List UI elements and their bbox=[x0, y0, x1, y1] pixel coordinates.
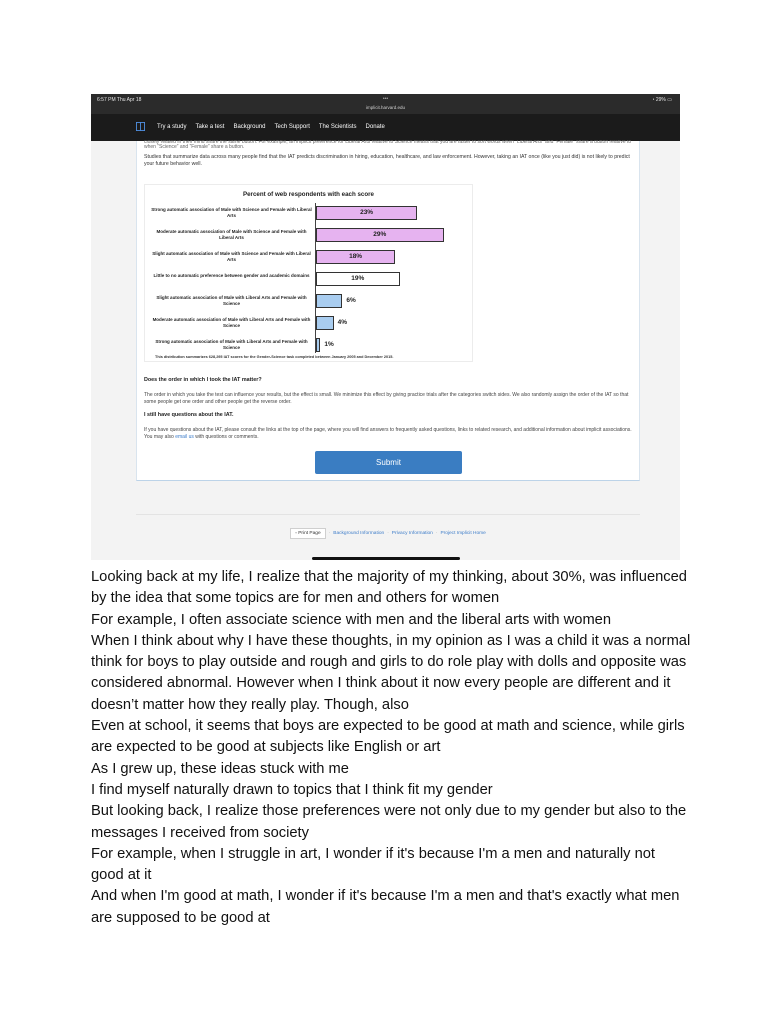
print-page-button[interactable] bbox=[290, 528, 325, 539]
essay-text bbox=[91, 567, 691, 929]
footer-divider bbox=[136, 514, 640, 515]
chart-bar bbox=[316, 294, 342, 308]
essay-paragraph: Even at school, it seems that boys are expected to be good at math and science, while girls are expected to be good at subjects like English or art bbox=[91, 718, 685, 756]
chart-value-label: 6% bbox=[346, 297, 356, 304]
essay-paragraph: Looking back at my life, I realize that the majority of my thinking, about 30%, was influenced by the idea that some topics are for men and others for women bbox=[91, 569, 687, 607]
nav-item-tech-support[interactable]: Tech Support bbox=[274, 124, 310, 130]
chart-category-label: Little to no automatic preference between gender and academic domains bbox=[153, 273, 310, 278]
footer-link-privacy[interactable]: Privacy Information bbox=[391, 531, 433, 536]
faq-question-more: I still have questions about the IAT. bbox=[144, 412, 234, 418]
nav-menu bbox=[157, 124, 385, 130]
faq-answer-more-end: with questions or comments. bbox=[193, 434, 259, 440]
essay-paragraph: For example, when I struggle in art, I wonder if it's because I'm a men and naturally not good at it bbox=[91, 845, 656, 884]
essay-paragraph: As I grew up, these ideas stuck with me bbox=[91, 760, 349, 777]
chart-title: Percent of web respondents with each score bbox=[242, 191, 374, 198]
essay-paragraph: And when I'm good at math, I wonder if it's because I'm a men and that's exactly what men are supposed to be good at bbox=[91, 888, 680, 926]
chart-note: This distribution summarizes 628,295 IAT scores for the Gender-Science task completed between January 2005 and December 2015. bbox=[155, 355, 394, 359]
chart-category-label: Slight automatic association of Male with Science and Female with Liberal Arts bbox=[152, 251, 311, 262]
tab-dots: ••• bbox=[382, 96, 389, 102]
address-bar[interactable]: implicit.harvard.edu bbox=[365, 105, 406, 110]
footer-separator: · bbox=[387, 531, 389, 536]
footer-link-home[interactable]: Project Implicit Home bbox=[440, 531, 486, 536]
footer-separator: · bbox=[328, 531, 331, 536]
faq-question-order: Does the order in which I took the IAT matter? bbox=[144, 377, 262, 383]
faq-answer-order: The order in which you take the test can influence your results, but the effect is small. We minimize this effect by giving practice trials after the categories switch sides. We also randomly assign the order of the IAT so that some people get one order and other people get the reverse order. bbox=[144, 392, 629, 405]
footer-link-background[interactable]: Background Information bbox=[333, 531, 385, 536]
essay-paragraph: When I think about why I have these thoughts, in my opinion as I was a child it was a normal think for boys to play outside and rough and girls to do role play with dolls and opposite was considered abnormal. However when I think about it now every people are different and it doesn’t matter how they really play. Though, also bbox=[91, 632, 691, 713]
home-indicator[interactable] bbox=[312, 557, 460, 560]
nav-item-try-a-study[interactable]: Try a study bbox=[157, 124, 187, 130]
chart-category-label: Strong automatic association of Male with Science and Female with Liberal Arts bbox=[151, 207, 312, 218]
nav-item-donate[interactable]: Donate bbox=[365, 124, 385, 130]
battery-indicator bbox=[651, 97, 672, 103]
chart-category-label: Strong automatic association of Male with Liberal Arts and Female with Science bbox=[155, 339, 308, 350]
chart-value-label: 1% bbox=[324, 341, 334, 348]
cut-off-paragraph: closely related in their mind share the same button. For example, an implicit preference for Liberal Arts relative to Science means that you are faster to sort words when “Liberal Arts” and “Female” share a button relative to when “Science” and “Female” share a button. bbox=[144, 140, 632, 148]
battery-percent: 29% bbox=[655, 97, 666, 103]
site-navbar bbox=[91, 114, 680, 141]
chart-category-label: Moderate automatic association of Male with Science and Female with Liberal Arts bbox=[156, 229, 307, 240]
page-footer bbox=[136, 528, 640, 539]
essay-paragraph: I find myself naturally drawn to topics that I think fit my gender bbox=[91, 781, 493, 798]
results-card bbox=[136, 141, 640, 481]
chart-bar bbox=[316, 338, 320, 352]
essay-paragraph: For example, I often associate science with men and the liberal arts with women bbox=[91, 611, 612, 628]
status-time: 6:57 PM Thu Apr 18 bbox=[97, 97, 142, 103]
chart-value-label: 4% bbox=[337, 319, 347, 326]
site-logo-icon[interactable] bbox=[136, 122, 145, 131]
nav-item-background[interactable]: Background bbox=[233, 124, 266, 130]
nav-item-take-a-test[interactable]: Take a test bbox=[195, 124, 225, 130]
chart-category-label: Moderate automatic association of Male with Liberal Arts and Female with Science bbox=[152, 317, 311, 328]
faq-answer-more-text: If you have questions about the IAT, please consult the links at the top of the page, where you will find answers to frequently asked questions, links to related research, and additional information about implicit associations. You may also bbox=[144, 427, 632, 440]
chart-category-label: Slight automatic association of Male with Liberal Arts and Female with Science bbox=[156, 295, 307, 306]
chart-value-label: 19% bbox=[351, 275, 365, 282]
chart-bar bbox=[316, 316, 334, 330]
nav-item-the-scientists[interactable]: The Scientists bbox=[318, 124, 357, 130]
iat-summary-paragraph: Studies that summarize data across many people find that the IAT predicts discrimination in hiring, education, healthcare, and law enforcement. However, taking an IAT once (like you just did) is not likely to predict your future behavior well. bbox=[144, 154, 630, 168]
wifi-icon: ◔ bbox=[651, 97, 655, 103]
screenshot bbox=[91, 94, 680, 560]
chart-value-label: 29% bbox=[373, 231, 387, 238]
chart-value-label: 23% bbox=[360, 209, 374, 216]
print-icon: ▫ bbox=[295, 531, 297, 536]
status-bar bbox=[91, 94, 680, 114]
essay-paragraph: But looking back, I realize those preferences were not only due to my gender but also to the messages I received from society bbox=[91, 803, 687, 841]
email-us-link[interactable]: email us bbox=[175, 434, 194, 440]
chart-value-label: 18% bbox=[349, 253, 363, 260]
footer-separator: · bbox=[435, 531, 438, 536]
submit-button[interactable]: Submit bbox=[315, 451, 462, 474]
faq-answer-more bbox=[144, 427, 634, 441]
results-chart bbox=[144, 184, 473, 362]
battery-icon: ▭ bbox=[667, 97, 672, 103]
print-page-label: Print Page bbox=[298, 531, 321, 536]
